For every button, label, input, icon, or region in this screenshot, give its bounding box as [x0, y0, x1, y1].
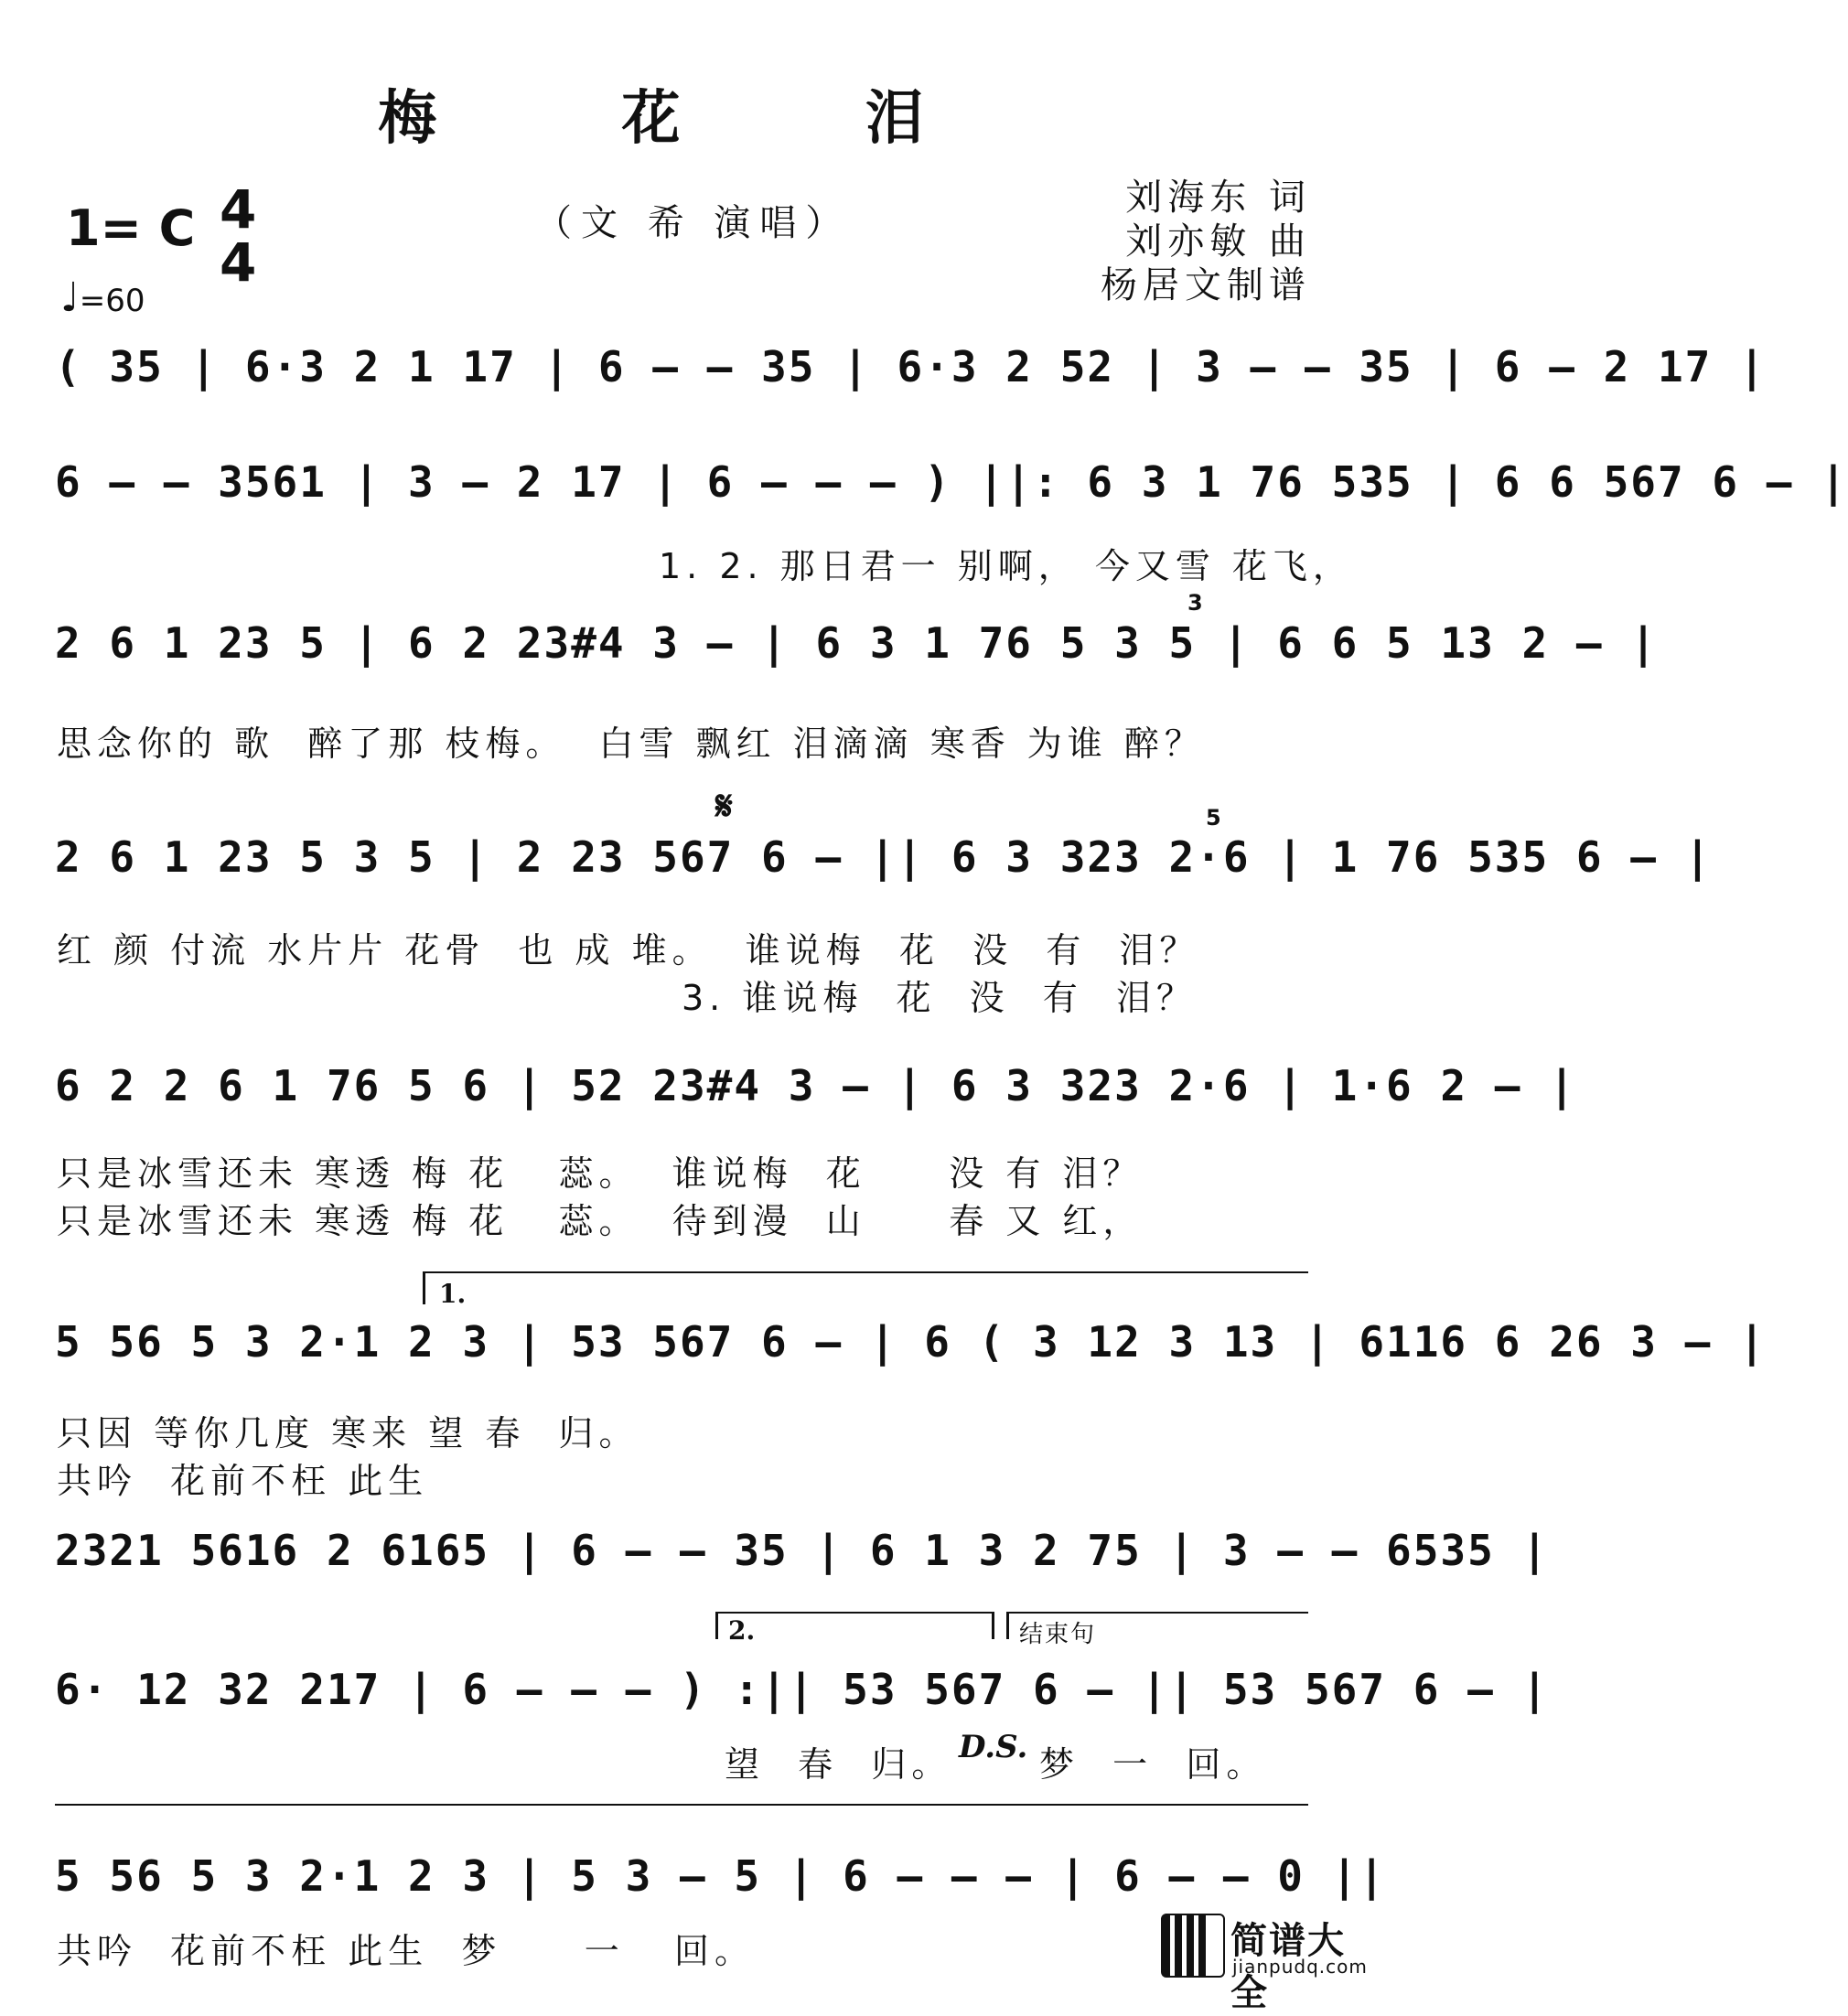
time-signature: [220, 178, 257, 294]
score-system-5: 6 2 2 6 1 76 5 6 | 52 23#4 3 – | 6 3 323 2·6 | 1·6 2 – |: [55, 1061, 1576, 1110]
score-system-8: 6· 12 32 217 | 6 – – – ) :|| 53 567 6 – || 53 567 6 – |: [55, 1665, 1550, 1714]
coda-bracket-start: [1006, 1612, 1009, 1639]
score-system-7: 2321 5616 2 6165 | 6 – – 35 | 6 1 3 2 75 | 3 – – 6535 |: [55, 1526, 1550, 1575]
grace-note-a: 3: [1187, 590, 1203, 616]
grace-note-b: 5: [1206, 805, 1221, 831]
score-system-9: 5 56 5 3 2·1 2 3 | 5 3 – 5 | 6 – – – | 6 – – 0 ||: [55, 1851, 1387, 1901]
score-system-2: 6 – – 3561 | 3 – 2 17 | 6 – – – ) ||: 6 3 1 76 535 | 6 6 567 6 – |: [55, 457, 1848, 507]
lyrics-line-9: 望 春 归。: [725, 1744, 952, 1785]
lyrics-line-10: 共吟 花前不枉 此生 梦 一 回。: [57, 1931, 756, 1971]
volta-bracket-2-end: [992, 1612, 994, 1639]
ending-1-label: 1.: [439, 1279, 467, 1309]
lyrics-line-9-end: 梦 一 回。: [1039, 1744, 1267, 1785]
lyrics-line-4: 3. 谁说梅 花 没 有 泪？: [682, 978, 1197, 1018]
lyrics-line-8: 共吟 花前不枉 此生: [57, 1461, 429, 1501]
time-signature-top: 4: [220, 178, 257, 241]
lyricist-credit: 刘海东 词: [1125, 177, 1311, 219]
volta-bracket-2: [715, 1612, 994, 1614]
singer-credit: （文 希 演唱）: [535, 202, 852, 244]
lyrics-line-3: 红 颜 付流 水片片 花骨 也 成 堆。 谁说梅 花 没 有 泪？: [57, 930, 1200, 970]
lyrics-line-5: 只是冰雪还未 寒透 梅 花 蕊。 谁说梅 花 没 有 泪？: [57, 1153, 1144, 1194]
score-system-1: ( 35 | 6·3 2 1 17 | 6 – – 35 | 6·3 2 52 | 3 – – 35 | 6 – 2 17 |: [55, 342, 1767, 391]
volta-bracket-1: [423, 1271, 1308, 1273]
tempo-marking: [60, 274, 145, 321]
lyrics-line-7: 只因 等你几度 寒来 望 春 归。: [57, 1413, 639, 1453]
key-signature: 1= C: [66, 199, 196, 257]
volta-bracket-2-start: [715, 1612, 718, 1639]
tempo-value: =60: [79, 283, 145, 319]
credits-block: [1101, 176, 1311, 307]
coda-label: 结束句: [1019, 1621, 1097, 1648]
arranger-credit: 杨居文制谱: [1101, 264, 1311, 306]
lyrics-line-1: 1. 2. 那日君一 别啊， 今又雪 花飞，: [659, 546, 1353, 586]
piano-keys-icon: [1161, 1914, 1225, 1978]
quarter-note-icon: ♩: [60, 274, 80, 321]
ending-2-label: 2.: [728, 1615, 756, 1646]
lyrics-line-2: 思念你的 歌 醉了那 枝梅。 白雪 飘红 泪滴滴 寒香 为谁 醉？: [57, 724, 1205, 764]
volta-bracket-1-start: [423, 1271, 425, 1304]
logo-url: jianpudq.com: [1232, 1956, 1368, 1978]
segno-sign: 𝄋: [715, 783, 733, 830]
site-logo: [1161, 1914, 1371, 2014]
score-system-4: 2 6 1 23 5 3 5 | 2 23 567 6 – || 6 3 323 2·6 | 1 76 535 6 – |: [55, 832, 1713, 882]
lyrics-line-6: 只是冰雪还未 寒透 梅 花 蕊。 待到漫 山 春 又 红，: [57, 1201, 1144, 1241]
score-system-6: 5 56 5 3 2·1 2 3 | 53 567 6 – | 6 ( 3 12 3 13 | 6116 6 26 3 – |: [55, 1317, 1767, 1367]
system-9-bracket: [55, 1804, 1308, 1806]
logo-name: 简谱大全: [1230, 1920, 1346, 2014]
song-title: 梅 花 泪: [378, 84, 1006, 153]
time-signature-bottom: 4: [220, 231, 257, 294]
dal-segno-marking: D.S.: [959, 1729, 1028, 1765]
composer-credit: 刘亦敏 曲: [1125, 220, 1311, 263]
score-system-3: 2 6 1 23 5 | 6 2 23#4 3 – | 6 3 1 76 5 3 5 | 6 6 5 13 2 – |: [55, 618, 1658, 668]
coda-bracket: [1006, 1612, 1308, 1614]
